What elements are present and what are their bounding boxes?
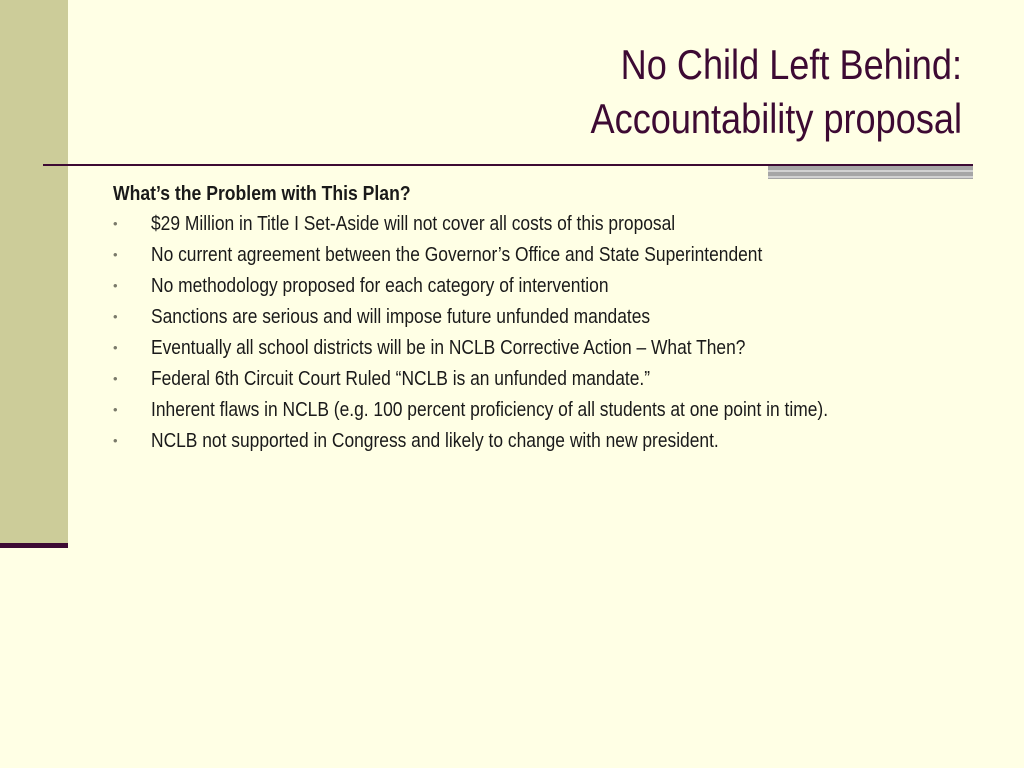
bullet-icon: •	[113, 433, 118, 448]
bullet-text: NCLB not supported in Congress and likely to change with new president.	[151, 430, 719, 452]
bullet-text: No methodology proposed for each category of intervention	[151, 275, 609, 297]
bullet-text: Inherent flaws in NCLB (e.g. 100 percent proficiency of all students at one point in time).	[151, 399, 829, 421]
bullet-text: Sanctions are serious and will impose future unfunded mandates	[151, 306, 651, 328]
list-item	[113, 306, 963, 328]
list-item	[113, 275, 963, 297]
bullet-icon: •	[113, 309, 118, 324]
slide-title-line-1: No Child Left Behind:	[620, 41, 962, 88]
bullet-icon: •	[113, 216, 118, 231]
list-item	[113, 399, 963, 421]
list-item	[113, 244, 963, 266]
list-item	[113, 213, 963, 235]
left-sidebar-accent	[0, 543, 68, 548]
left-sidebar-bar	[0, 0, 68, 543]
bullet-icon: •	[113, 340, 118, 355]
bullet-icon: •	[113, 247, 118, 262]
list-item	[113, 368, 963, 390]
slide-body	[113, 181, 963, 461]
section-heading: What’s the Problem with This Plan?	[113, 183, 411, 205]
slide-title-line-2: Accountability proposal	[590, 95, 962, 142]
bullet-icon: •	[113, 402, 118, 417]
title-divider-accent	[768, 166, 973, 179]
bullet-text: $29 Million in Title I Set-Aside will not cover all costs of this proposal	[151, 213, 676, 235]
list-item	[113, 430, 963, 452]
bullet-icon: •	[113, 371, 118, 386]
bullet-text: Federal 6th Circuit Court Ruled “NCLB is an unfunded mandate.”	[151, 368, 651, 390]
list-item	[113, 337, 963, 359]
slide-title	[274, 38, 962, 146]
bullet-icon: •	[113, 278, 118, 293]
bullet-text: Eventually all school districts will be in NCLB Corrective Action – What Then?	[151, 337, 746, 359]
bullet-list	[113, 213, 963, 452]
bullet-text: No current agreement between the Governor’s Office and State Superintendent	[151, 244, 763, 266]
